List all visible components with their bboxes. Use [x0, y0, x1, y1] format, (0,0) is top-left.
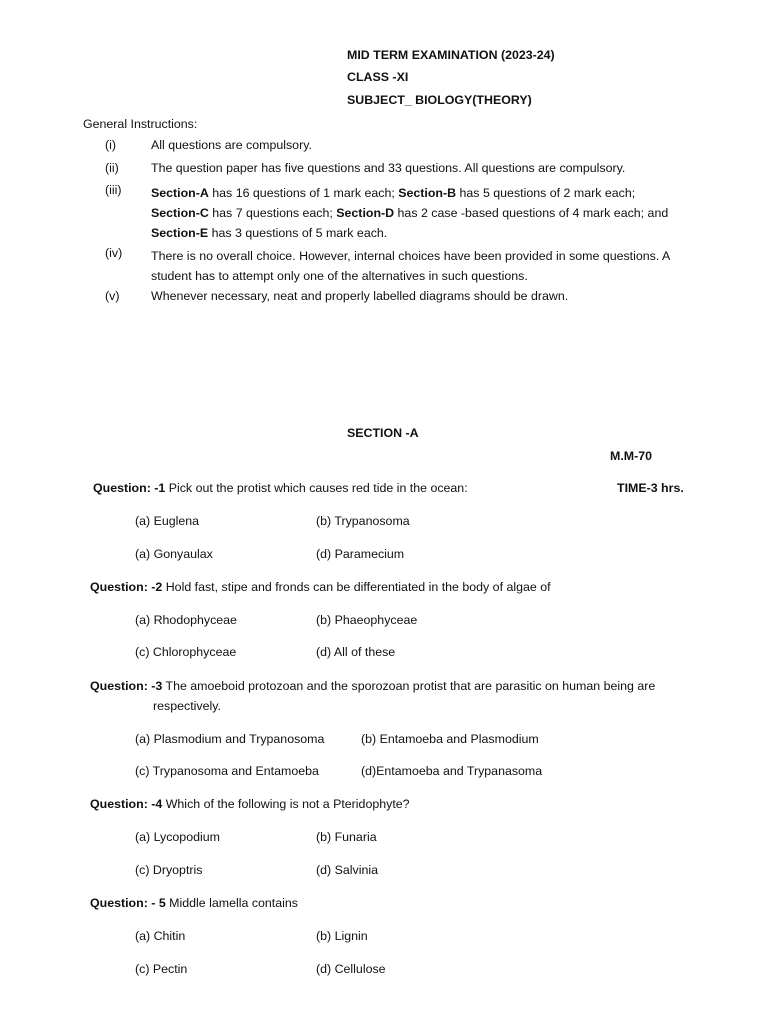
- option-d: (d) Cellulose: [316, 962, 386, 976]
- section-name: Section-B: [398, 186, 457, 200]
- instruction-number: (i): [105, 138, 117, 152]
- question-label: Question: - 5: [90, 896, 166, 910]
- instructions-heading: General Instructions:: [83, 117, 198, 131]
- exam-title: MID TERM EXAMINATION (2023-24): [347, 48, 555, 62]
- instruction-number: (iv): [105, 246, 123, 260]
- option-d: (d) All of these: [316, 645, 396, 659]
- question-1: [93, 481, 468, 497]
- section-name: Section-E: [151, 226, 209, 240]
- instruction-text: The question paper has five questions and 33 questions. All questions are compulsory.: [151, 161, 626, 175]
- instruction-number: (v): [105, 289, 120, 303]
- instruction-fragment: has 5 questions of 2 mark each;: [456, 186, 636, 200]
- option-c: (c) Pectin: [135, 962, 188, 976]
- option-a: (a) Lycopodium: [135, 830, 220, 844]
- question-text: Hold fast, stipe and fronds can be differentiated in the body of algae of: [162, 580, 551, 594]
- question-text: Which of the following is not a Pteridophyte?: [162, 797, 410, 811]
- question-label: Question: -3: [90, 679, 163, 693]
- instruction-text: There is no overall choice. However, internal choices have been provided in some questions. A student has to attempt only one of the alternatives in such questions.: [151, 249, 670, 283]
- instruction-number: (ii): [105, 161, 119, 175]
- instruction-fragment: has 3 questions of 5 mark each.: [208, 226, 388, 240]
- section-title: SECTION -A: [347, 426, 419, 440]
- question-3: [90, 679, 655, 695]
- time-allowed: TIME-3 hrs.: [617, 481, 684, 495]
- option-b: (b) Funaria: [316, 830, 377, 844]
- instruction-text: All questions are compulsory.: [151, 138, 312, 152]
- option-d: (d) Paramecium: [316, 547, 405, 561]
- option-a: (a) Plasmodium and Trypanosoma: [135, 732, 325, 746]
- option-c: (c) Dryoptris: [135, 863, 203, 877]
- option-b: (b) Lignin: [316, 929, 368, 943]
- question-text: The amoeboid protozoan and the sporozoan protist that are parasitic on human being are: [162, 679, 656, 693]
- option-a: (a) Rhodophyceae: [135, 613, 237, 627]
- class-label: CLASS -XI: [347, 70, 409, 84]
- option-b: (b) Entamoeba and Plasmodium: [361, 732, 539, 746]
- section-name: Section-A: [151, 186, 209, 200]
- section-name: Section-D: [336, 206, 395, 220]
- instruction-fragment: has 7 questions each;: [208, 206, 337, 220]
- question-text-continuation: respectively.: [153, 699, 221, 713]
- option-b: (b) Trypanosoma: [316, 514, 410, 528]
- option-c: (c) Trypanosoma and Entamoeba: [135, 764, 319, 778]
- option-c: (c) Chlorophyceae: [135, 645, 237, 659]
- instruction-fragment: has 16 questions of 1 mark each;: [208, 186, 399, 200]
- option-c: (a) Gonyaulax: [135, 547, 213, 561]
- subject-label: SUBJECT_ BIOLOGY(THEORY): [347, 93, 532, 107]
- option-b: (b) Phaeophyceae: [316, 613, 418, 627]
- option-a: (a) Euglena: [135, 514, 200, 528]
- option-d: (d) Salvinia: [316, 863, 378, 877]
- instruction-text: Whenever necessary, neat and properly labelled diagrams should be drawn.: [151, 289, 569, 303]
- question-5: [90, 896, 298, 912]
- question-2: [90, 580, 551, 596]
- question-label: Question: -4: [90, 797, 163, 811]
- option-d: (d)Entamoeba and Trypanasoma: [361, 764, 543, 778]
- question-label: Question: -2: [90, 580, 163, 594]
- option-a: (a) Chitin: [135, 929, 186, 943]
- question-text: Middle lamella contains: [165, 896, 298, 910]
- instruction-number: (iii): [105, 183, 122, 197]
- question-4: [90, 797, 410, 813]
- question-label: Question: -1: [93, 481, 166, 495]
- max-marks: M.M-70: [610, 449, 652, 463]
- section-name: Section-C: [151, 206, 209, 220]
- instruction-fragment: has 2 case -based questions of 4 mark each; and: [394, 206, 669, 220]
- instruction-text-sections: [151, 183, 686, 243]
- question-text: Pick out the protist which causes red tide in the ocean:: [165, 481, 468, 495]
